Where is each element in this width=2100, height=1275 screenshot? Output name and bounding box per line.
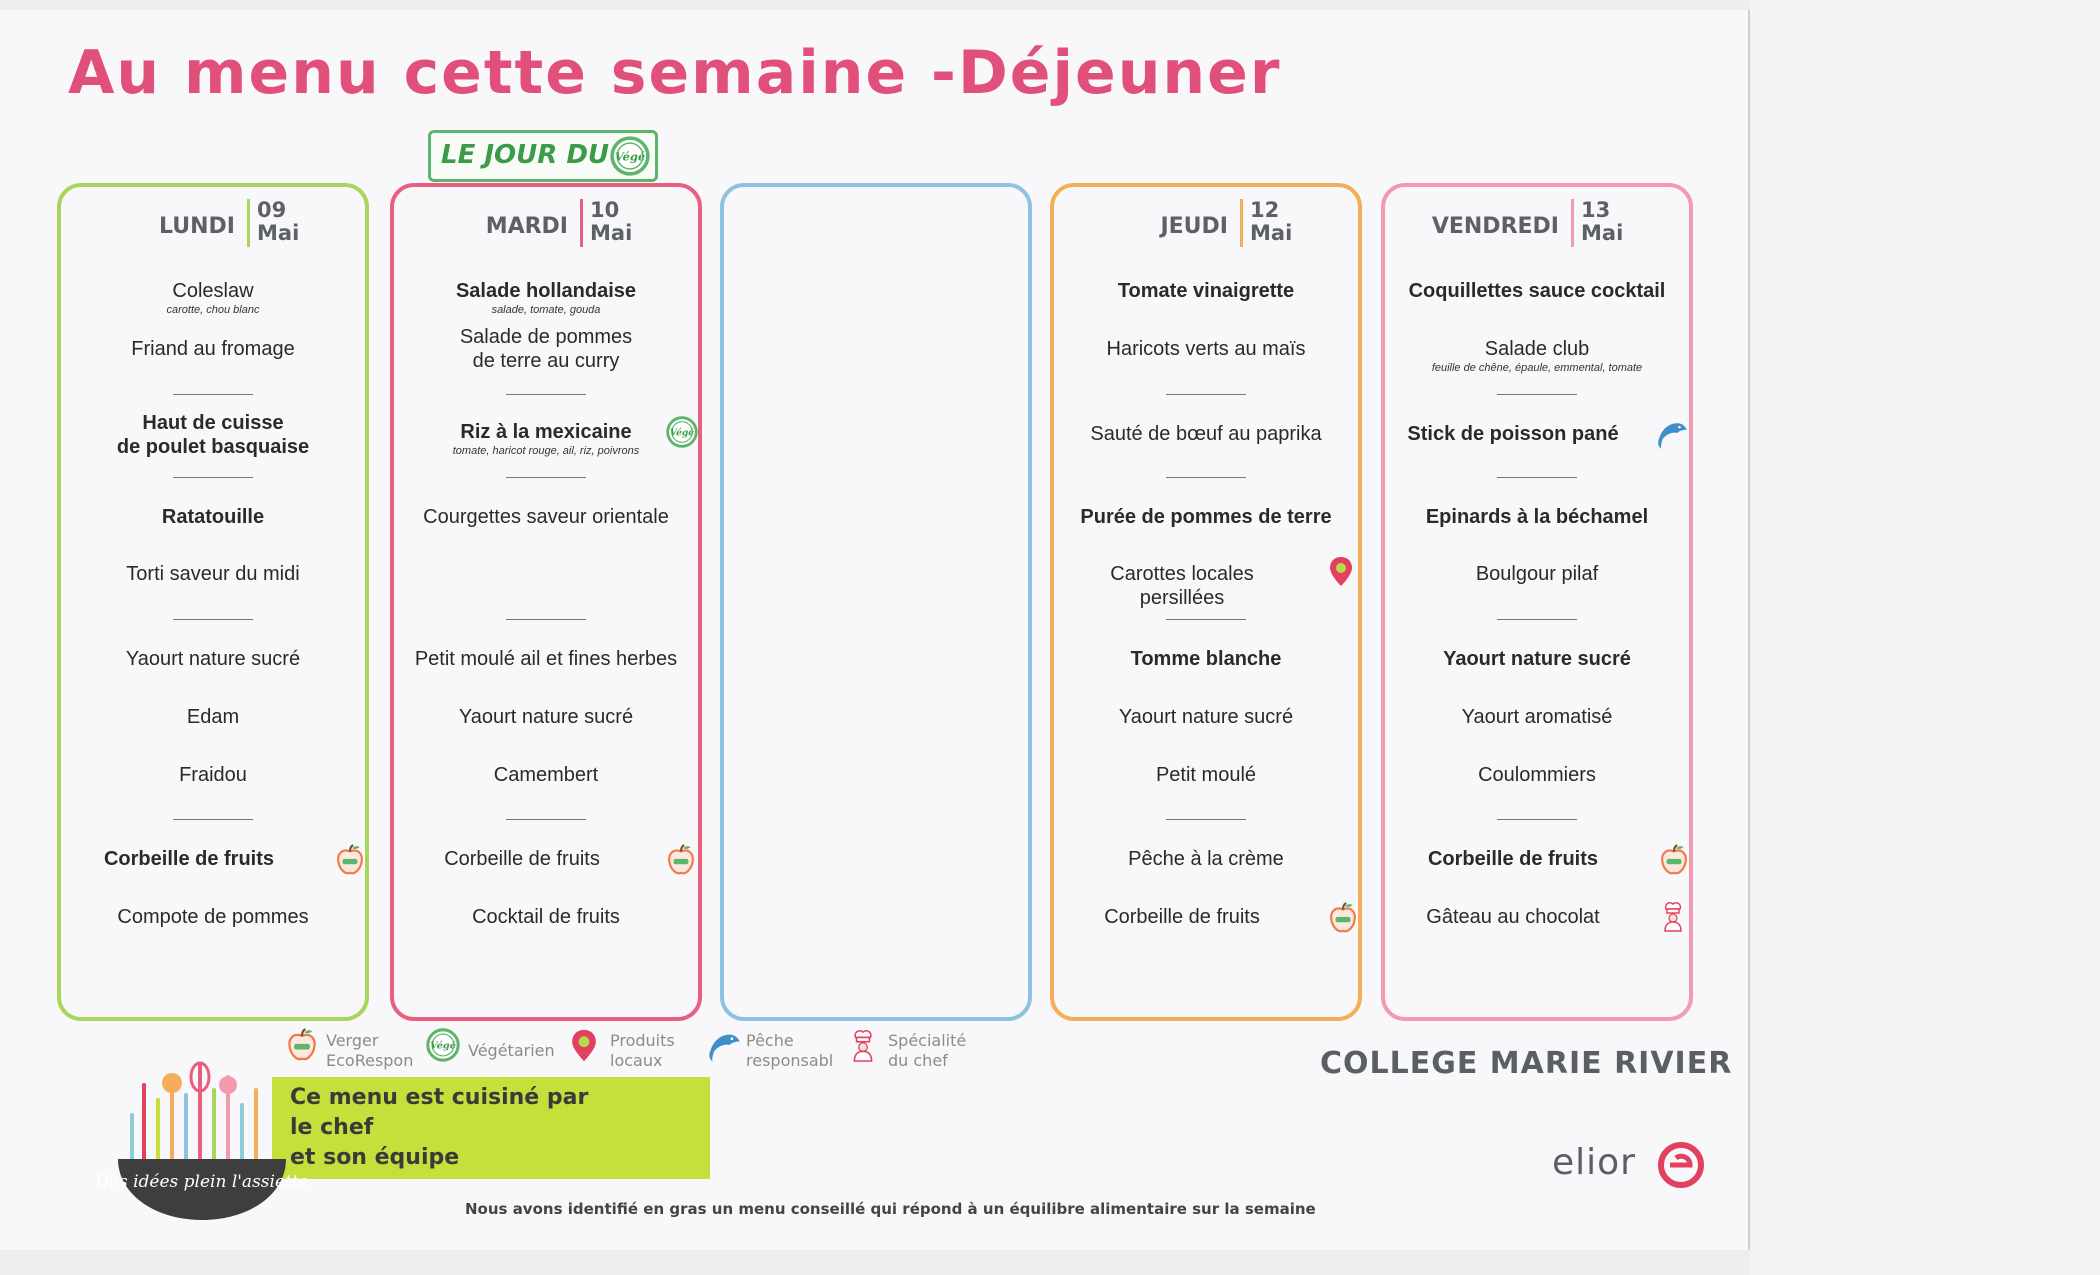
legend-item-verger: [286, 1028, 414, 1076]
menu-item: [1066, 337, 1346, 361]
vege-day-badge: [428, 130, 658, 182]
course-divider: [506, 619, 586, 620]
menu-item: [1066, 422, 1346, 446]
menu-item: [73, 763, 353, 787]
dish-name: Stick de poisson pané: [1407, 423, 1619, 445]
dish-name: Edam: [186, 706, 240, 728]
menu-item: [1066, 647, 1346, 671]
legend-item-vegetarien: [426, 1028, 555, 1076]
course-divider: [506, 819, 586, 820]
dish-name: Torti saveur du midi: [126, 563, 300, 585]
dish-detail: tomate, haricot rouge, ail, riz, poivrons: [452, 445, 640, 457]
course-divider: [1497, 394, 1577, 395]
dish-name: Coleslaw: [172, 280, 254, 302]
dish-name: Yaourt nature sucré: [1443, 648, 1631, 670]
day-number: 13: [1581, 198, 1611, 222]
menu-item: [406, 763, 686, 787]
course-divider: [1166, 619, 1246, 620]
course-divider: [1166, 477, 1246, 478]
dish-name: Yaourt nature sucré: [125, 648, 301, 670]
legend-label: Produits locaux: [610, 1031, 675, 1070]
menu-item: [1397, 562, 1677, 586]
menu-item: [406, 647, 686, 671]
course-divider: [1497, 477, 1577, 478]
day-month: Mai: [257, 221, 300, 245]
legend-label: Végétarien: [468, 1041, 555, 1060]
day-date: [257, 199, 299, 245]
menu-item: [1397, 847, 1629, 871]
dish-name: Sauté de bœuf au paprika: [1090, 423, 1322, 445]
menu-item: [406, 420, 686, 458]
day-header: [1054, 199, 1358, 251]
menu-item: [1066, 763, 1346, 787]
dish-name: Gâteau au chocolat: [1426, 906, 1600, 928]
day-column-lundi: [57, 183, 369, 1021]
apple-icon: [335, 844, 365, 876]
day-separator: [1240, 199, 1243, 247]
menu-item: [1066, 505, 1346, 529]
dish-name: Salade club: [1484, 338, 1590, 360]
course-divider: [173, 477, 253, 478]
course-divider: [506, 477, 586, 478]
day-column-jeudi: [1050, 183, 1362, 1021]
menu-item: [73, 647, 353, 671]
dish-detail: salade, tomate, gouda: [491, 304, 601, 316]
dish-name: Fraidou: [179, 764, 247, 786]
elior-logo-icon: [1658, 1142, 1704, 1188]
dish-name: Yaourt nature sucré: [458, 706, 634, 728]
day-header: [394, 199, 698, 251]
dish-name: Purée de pommes de terre: [1080, 506, 1332, 528]
fish-icon: [706, 1028, 742, 1064]
vege-icon: [426, 1028, 460, 1062]
dish-name: Courgettes saveur orientale: [423, 506, 669, 528]
day-name: LUNDI: [159, 214, 235, 239]
day-date: [590, 199, 632, 245]
course-divider: [173, 619, 253, 620]
menu-item: [1397, 279, 1677, 303]
dish-name: Compote de pommes: [117, 906, 309, 928]
day-month: Mai: [590, 221, 633, 245]
dish-name: Petit moulé: [1155, 764, 1257, 786]
apple-icon: [666, 844, 696, 876]
legend-label: Spécialité du chef: [888, 1031, 967, 1070]
chef-icon: [1659, 900, 1687, 934]
chef-banner-text: Ce menu est cuisiné par le chef et son équipe: [290, 1085, 589, 1170]
course-divider: [1166, 819, 1246, 820]
dish-name: Salade hollandaise: [455, 280, 637, 302]
chef-icon: [848, 1028, 878, 1064]
dish-name: Corbeille de fruits: [1104, 906, 1260, 928]
menu-item: [406, 705, 686, 729]
dish-name: Tomme blanche: [1130, 648, 1282, 670]
menu-item: [1066, 905, 1298, 929]
day-number: 12: [1250, 198, 1280, 222]
day-header: [61, 199, 365, 251]
ideas-logo: [95, 1055, 309, 1220]
menu-item: [1397, 763, 1677, 787]
dish-name: Salade de pommes de terre au curry: [459, 326, 633, 372]
fish-icon: [1655, 417, 1689, 451]
dish-name: Yaourt nature sucré: [1118, 706, 1294, 728]
day-number: 10: [590, 198, 620, 222]
dish-name: Tomate vinaigrette: [1117, 280, 1295, 302]
apple-icon: [286, 1028, 318, 1062]
day-column-empty: [720, 183, 1032, 1021]
dish-name: Coulommiers: [1478, 764, 1596, 786]
menu-item: [73, 905, 353, 929]
menu-item: [406, 325, 686, 373]
dish-name: Boulgour pilaf: [1475, 563, 1599, 585]
day-name: JEUDI: [1160, 214, 1228, 239]
menu-item: [1397, 337, 1677, 375]
day-column-vendredi: [1381, 183, 1693, 1021]
course-divider: [1497, 619, 1577, 620]
pin-icon: [570, 1028, 598, 1064]
legend-label: Verger EcoRespon: [326, 1031, 414, 1070]
dish-name: Haricots verts au maïs: [1106, 338, 1306, 360]
dish-name: Corbeille de fruits: [444, 848, 600, 870]
dish-name: Epinards à la béchamel: [1425, 506, 1649, 528]
menu-item: [73, 562, 353, 586]
page-title: Au menu cette semaine -Déjeuner: [68, 38, 1282, 108]
menu-item: [1397, 905, 1629, 929]
dish-name: Pêche à la crème: [1128, 848, 1284, 870]
menu-item: [73, 505, 353, 529]
dish-name: Friand au fromage: [131, 338, 295, 360]
day-separator: [247, 199, 250, 247]
menu-item: [1397, 505, 1677, 529]
course-divider: [506, 394, 586, 395]
dish-detail: carotte, chou blanc: [166, 304, 260, 316]
menu-item: [1066, 279, 1346, 303]
menu-item: [406, 905, 686, 929]
dish-name: Cocktail de fruits: [472, 906, 620, 928]
menu-item: [73, 337, 353, 361]
dish-name: Haut de cuisse de poulet basquaise: [116, 412, 310, 458]
menu-item: [1397, 647, 1677, 671]
vege-icon: [666, 416, 698, 448]
menu-item: [73, 847, 305, 871]
dish-name: Riz à la mexicaine: [460, 421, 632, 443]
menu-item: [406, 847, 638, 871]
scan-margin: [1750, 0, 2100, 1275]
apple-icon: [1659, 844, 1689, 876]
legend-item-produits-locaux: [570, 1028, 675, 1076]
legend-item-peche: [706, 1028, 834, 1076]
day-column-mardi: [390, 183, 702, 1021]
menu-item: [73, 279, 353, 317]
course-divider: [1497, 819, 1577, 820]
pin-icon: [1328, 555, 1354, 589]
dish-name: Corbeille de fruits: [103, 848, 275, 870]
menu-item: [1066, 562, 1298, 610]
day-separator: [580, 199, 583, 247]
menu-item: [1397, 705, 1677, 729]
day-date: [1250, 199, 1292, 245]
ideas-logo-text: Des idées plein l'assiette: [95, 1172, 309, 1192]
dish-name: Yaourt aromatisé: [1461, 706, 1613, 728]
day-header: [1385, 199, 1689, 251]
brand-name: elior: [1552, 1142, 1636, 1183]
menu-item: [406, 279, 686, 317]
dish-name: Petit moulé ail et fines herbes: [414, 648, 678, 670]
day-month: Mai: [1581, 221, 1624, 245]
menu-item: [73, 705, 353, 729]
day-name: VENDREDI: [1431, 214, 1559, 239]
course-divider: [173, 819, 253, 820]
vege-day-text: LE JOUR DU: [441, 140, 610, 170]
dish-name: Coquillettes sauce cocktail: [1408, 280, 1666, 302]
apple-icon: [1328, 902, 1358, 934]
menu-item: [73, 411, 353, 459]
day-name: MARDI: [485, 214, 568, 239]
course-divider: [1166, 394, 1246, 395]
dish-name: Carottes locales persillées: [1110, 563, 1254, 609]
school-name: COLLEGE MARIE RIVIER: [1320, 1046, 1733, 1081]
menu-item: [1397, 422, 1629, 446]
course-divider: [173, 394, 253, 395]
menu-item: [406, 505, 686, 529]
day-date: [1581, 199, 1623, 245]
menu-item: [1066, 847, 1346, 871]
legend-label: Pêche responsabl: [746, 1031, 834, 1070]
vege-logo-icon: [610, 136, 650, 176]
legend-item-chef: [848, 1028, 967, 1076]
day-month: Mai: [1250, 221, 1293, 245]
chef-banner: [272, 1077, 710, 1179]
footnote: Nous avons identifié en gras un menu conseillé qui répond à un équilibre alimentaire sur la semaine: [465, 1200, 1316, 1218]
menu-item: [1066, 705, 1346, 729]
dish-name: Camembert: [493, 764, 599, 786]
dish-detail: feuille de chêne, épaule, emmental, tomate: [1431, 362, 1643, 374]
day-number: 09: [257, 198, 287, 222]
dish-name: Ratatouille: [161, 506, 265, 528]
day-separator: [1571, 199, 1574, 247]
dish-name: Corbeille de fruits: [1427, 848, 1599, 870]
